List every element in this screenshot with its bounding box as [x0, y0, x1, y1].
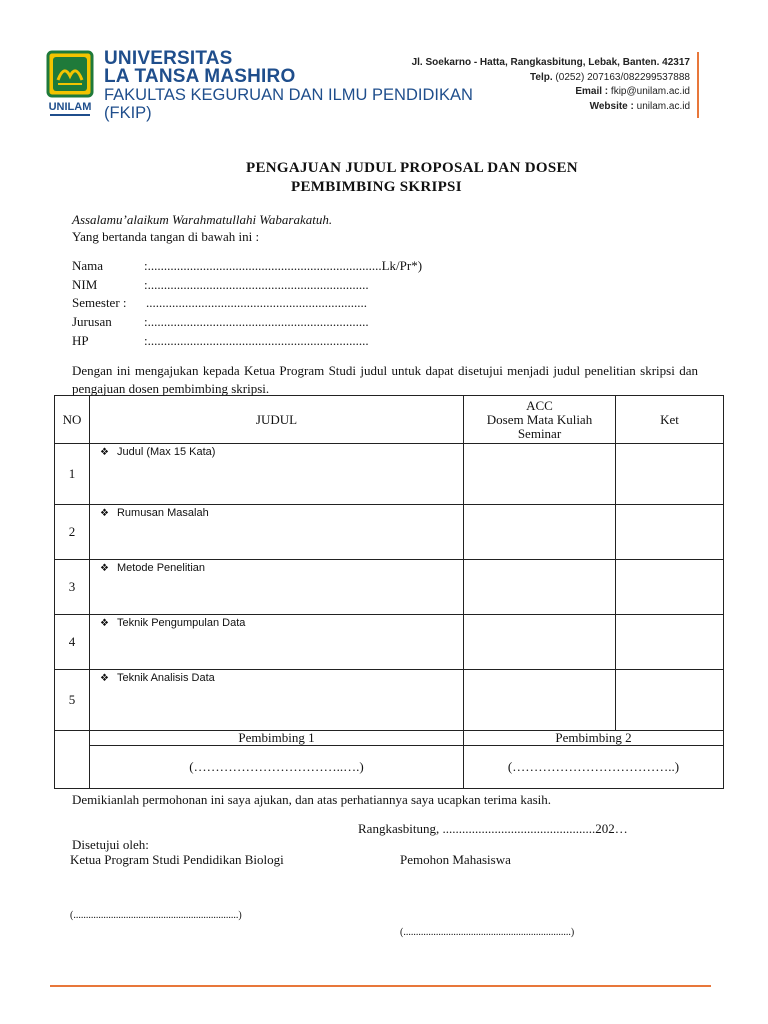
address: Jl. Soekarno - Hatta, Rangkasbitung, Lebak, Banten. 42317 — [411, 57, 690, 68]
row-number: 4 — [55, 615, 90, 670]
approved-by-label: Disetujui oleh: — [72, 837, 149, 852]
pembimbing-1-label: Pembimbing 1 — [90, 731, 464, 746]
semester-label: Semester : — [72, 295, 127, 310]
table-row — [55, 560, 724, 615]
hp-field[interactable]: :.................................................................... — [144, 333, 369, 348]
greeting: Assalamu’alaikum Warahmatullahi Wabarakatuh. — [72, 212, 333, 227]
row-number: 3 — [55, 560, 90, 615]
email-value: fkip@unilam.ac.id — [610, 86, 690, 97]
table-row — [55, 670, 724, 731]
pemohon-label: Pemohon Mahasiswa — [400, 852, 511, 867]
website-value: unilam.ac.id — [636, 100, 690, 112]
ket-cell[interactable] — [616, 615, 724, 670]
kaprodi-signature[interactable]: (..................................................................) — [70, 910, 242, 921]
diamond-bullet-icon: ❖ — [100, 618, 109, 629]
faculty-line-1: FAKULTAS KEGURUAN DAN ILMU PENDIDIKAN — [104, 86, 473, 104]
empty-no-cell — [55, 731, 90, 789]
table-header-row — [55, 396, 724, 444]
document-title-line-1: PENGAJUAN JUDUL PROPOSAL DAN DOSEN — [246, 160, 578, 176]
diamond-bullet-icon: ❖ — [100, 447, 109, 458]
email-label: Email : — [575, 86, 609, 97]
pembimbing-label-row — [55, 731, 724, 746]
col-acc-header: ACC Dosem Mata Kuliah Seminar — [464, 396, 616, 444]
table-row — [55, 444, 724, 505]
nim-field[interactable]: :.................................................................... — [144, 277, 369, 292]
nim-label: NIM — [72, 277, 98, 292]
pemohon-signature[interactable]: (...................................................................) — [400, 927, 575, 938]
jurusan-label: Jurusan — [72, 314, 112, 329]
col-judul-header: JUDUL — [90, 396, 464, 444]
intro-text: Yang bertanda tangan di bawah ini : — [72, 229, 260, 244]
closing-text: Demikianlah permohonan ini saya ajukan, dan atas perhatiannya saya ucapkan terima kasih. — [72, 792, 552, 807]
row-number: 1 — [55, 444, 90, 505]
contact-block — [412, 56, 690, 114]
ket-cell[interactable] — [616, 670, 724, 731]
judul-cell[interactable]: ❖ Rumusan Masalah — [90, 505, 464, 560]
acc-cell[interactable] — [464, 615, 616, 670]
svg-text:UNILAM: UNILAM — [48, 101, 92, 113]
hp-label: HP — [72, 333, 89, 348]
uni-line-2: LA TANSA MASHIRO — [104, 66, 296, 87]
judul-cell[interactable]: ❖ Teknik Pengumpulan Data — [90, 615, 464, 670]
row-number: 2 — [55, 505, 90, 560]
ket-cell[interactable] — [616, 444, 724, 505]
faculty-line-2: (FKIP) — [104, 104, 152, 122]
document-title-line-2: PEMBIMBING SKRIPSI — [291, 179, 462, 195]
nama-label: Nama — [72, 258, 104, 273]
col-ket-header: Ket — [616, 396, 724, 444]
pembimbing-sign-row — [55, 746, 724, 789]
diamond-bullet-icon: ❖ — [100, 673, 109, 684]
acc-cell[interactable] — [464, 505, 616, 560]
kaprodi-label: Ketua Program Studi Pendidikan Biologi — [70, 852, 284, 867]
university-logo — [44, 50, 96, 122]
footer-accent-line — [50, 985, 711, 987]
pembimbing-1-signature[interactable]: (……………………………..….) — [90, 746, 464, 789]
jurusan-field[interactable]: :.................................................................... — [144, 314, 369, 329]
judul-cell[interactable]: ❖ Teknik Analisis Data — [90, 670, 464, 731]
table-row — [55, 615, 724, 670]
table-row — [55, 505, 724, 560]
uni-line-1: UNIVERSITAS — [104, 48, 233, 69]
judul-cell[interactable]: ❖ Judul (Max 15 Kata) — [90, 444, 464, 505]
request-paragraph: Dengan ini mengajukan kepada Ketua Program Studi judul untuk dapat disetujui menjadi judul penelitian skripsi dan pengajuan dosen pembimbing skripsi. — [72, 363, 698, 396]
acc-cell[interactable] — [464, 670, 616, 731]
header-accent-bar — [697, 52, 699, 118]
pembimbing-2-signature[interactable]: (………………………………..) — [464, 746, 724, 789]
acc-cell[interactable] — [464, 444, 616, 505]
submission-table — [54, 395, 724, 789]
semester-field[interactable]: .................................................................... — [146, 295, 367, 310]
place-date[interactable]: Rangkasbitung, ...............................................202… — [358, 821, 628, 836]
acc-cell[interactable] — [464, 560, 616, 615]
telp-value: (0252) 207163/082299537888 — [555, 71, 690, 83]
ket-cell[interactable] — [616, 560, 724, 615]
ket-cell[interactable] — [616, 505, 724, 560]
pembimbing-2-label: Pembimbing 2 — [464, 731, 724, 746]
diamond-bullet-icon: ❖ — [100, 563, 109, 574]
row-number: 5 — [55, 670, 90, 731]
telp-label: Telp. — [530, 71, 553, 83]
judul-cell[interactable]: ❖ Metode Penelitian — [90, 560, 464, 615]
nama-field[interactable]: :........................................................................Lk/Pr*) — [144, 258, 423, 273]
diamond-bullet-icon: ❖ — [100, 508, 109, 519]
website-label: Website : — [589, 100, 634, 112]
col-no-header: NO — [55, 396, 90, 444]
